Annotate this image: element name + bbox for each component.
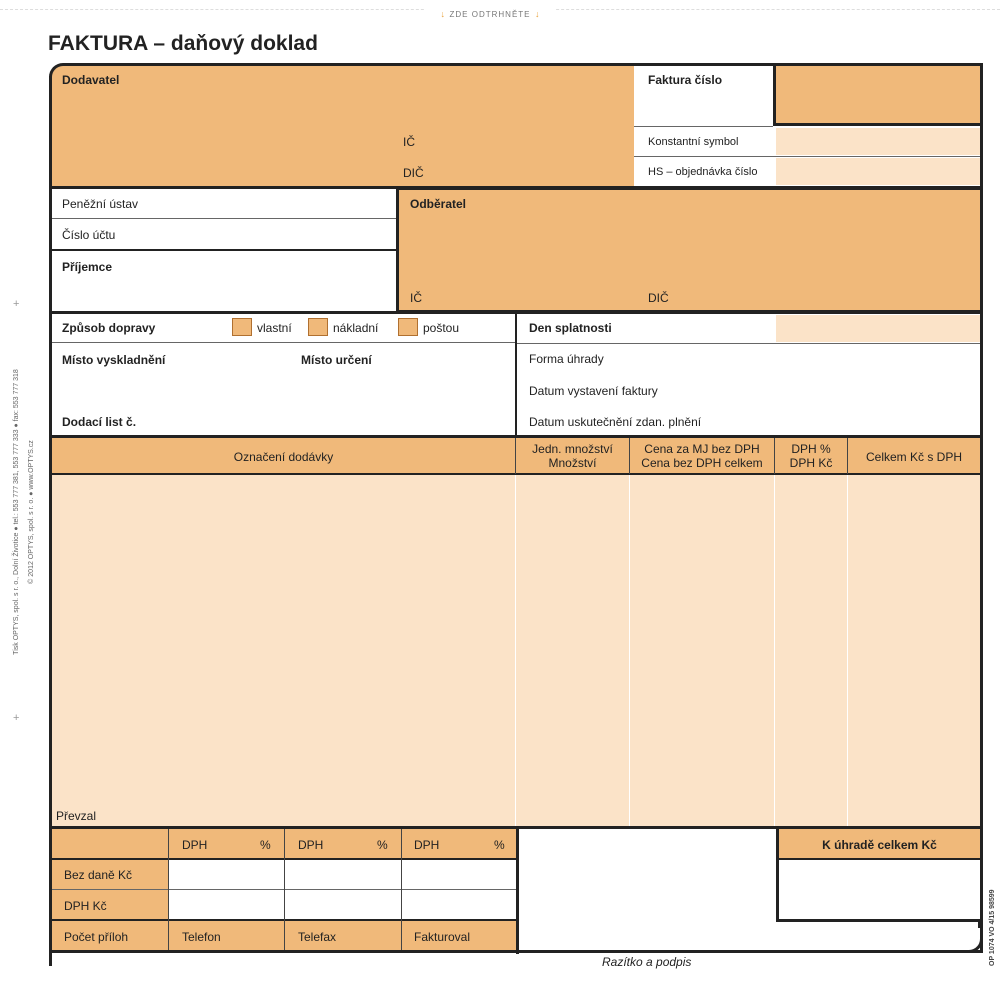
arrow-down-icon: ↓ bbox=[534, 9, 540, 19]
customer-section bbox=[396, 187, 983, 313]
base-label: Bez daně Kč bbox=[64, 868, 133, 882]
option-freight: nákladní bbox=[333, 321, 379, 335]
checkbox-freight[interactable] bbox=[308, 318, 328, 336]
col-quantity: Jedn. množství Množství bbox=[532, 442, 613, 470]
vat3-pct: % bbox=[494, 838, 505, 852]
vat2-pct: % bbox=[377, 838, 388, 852]
vat1-pct: % bbox=[260, 838, 271, 852]
due-date-field[interactable] bbox=[776, 315, 980, 342]
tax-date-label: Datum uskutečnění zdan. plnění bbox=[529, 415, 702, 429]
page-title: FAKTURA – daňový doklad bbox=[48, 32, 318, 55]
items-table-body[interactable] bbox=[52, 475, 980, 827]
supplier-section bbox=[49, 63, 634, 187]
phone-label: Telefon bbox=[182, 930, 221, 944]
destination-label: Místo určení bbox=[301, 353, 372, 367]
cut-label: ZDE ODTRHNĚTE bbox=[449, 10, 531, 19]
due-date-label: Den splatnosti bbox=[529, 321, 612, 335]
recipient-label: Příjemce bbox=[62, 260, 113, 274]
supplier-label: Dodavatel bbox=[62, 73, 120, 87]
checkbox-own[interactable] bbox=[232, 318, 252, 336]
delivery-note-label: Dodací list č. bbox=[62, 415, 137, 429]
invoiced-by-label: Fakturoval bbox=[414, 930, 471, 944]
col-total: Celkem Kč s DPH bbox=[865, 450, 963, 464]
form-code: OP 1074 VO 4/15 98599 bbox=[989, 889, 996, 966]
supplier-ic-label: IČ bbox=[403, 135, 415, 149]
account-label: Číslo účtu bbox=[62, 228, 116, 242]
payment-method-label: Forma úhrady bbox=[529, 352, 604, 366]
supplier-dic-label: DIČ bbox=[403, 166, 424, 180]
option-post: poštou bbox=[423, 321, 460, 335]
col-unit-price: Cena za MJ bez DPH Cena bez DPH celkem bbox=[641, 442, 763, 470]
invoice-number-field[interactable] bbox=[773, 63, 983, 126]
crop-mark: + bbox=[13, 298, 20, 310]
received-by-label: Převzal bbox=[56, 809, 97, 823]
option-own: vlastní bbox=[257, 321, 292, 335]
attachments-label: Počet příloh bbox=[64, 930, 129, 944]
vat2-label: DPH bbox=[298, 838, 324, 852]
customer-dic-label: DIČ bbox=[648, 291, 669, 305]
warehouse-label: Místo vyskladnění bbox=[62, 353, 166, 367]
issue-date-label: Datum vystavení faktury bbox=[529, 384, 658, 398]
total-due-field[interactable] bbox=[779, 860, 980, 919]
stamp-signature-label: Razítko a podpis bbox=[602, 955, 692, 969]
printer-info: Tisk OPTYS, spol. s r. o., Dolní Životice ● tel.: 553 777 381, 553 777 333 ● fax: 553 777 318 bbox=[13, 369, 20, 655]
checkbox-post[interactable] bbox=[398, 318, 418, 336]
transport-label: Způsob dopravy bbox=[62, 321, 156, 335]
arrow-down-icon: ↓ bbox=[440, 9, 446, 19]
customer-label: Odběratel bbox=[410, 197, 467, 211]
order-number-label: HS – objednávka číslo bbox=[648, 166, 758, 178]
bank-label: Peněžní ústav bbox=[62, 197, 139, 211]
crop-mark: + bbox=[13, 712, 20, 724]
vat-amount-label: DPH Kč bbox=[64, 899, 107, 913]
cut-line bbox=[0, 0, 1000, 20]
fax-label: Telefax bbox=[298, 930, 337, 944]
col-vat: DPH % DPH Kč bbox=[789, 442, 833, 470]
constant-symbol-label: Konstantní symbol bbox=[648, 136, 739, 148]
printer-copyright: © 2012 OPTYS, spol. s r. o. ● www.OPTYS.cz bbox=[28, 440, 35, 584]
order-number-field[interactable] bbox=[776, 158, 980, 185]
form-bottom-border bbox=[49, 950, 983, 953]
customer-ic-label: IČ bbox=[410, 291, 422, 305]
col-description: Označení dodávky bbox=[233, 450, 334, 464]
constant-symbol-field[interactable] bbox=[776, 128, 980, 155]
total-due-label: K úhradě celkem Kč bbox=[822, 838, 937, 852]
vat1-label: DPH bbox=[182, 838, 208, 852]
vat3-label: DPH bbox=[414, 838, 440, 852]
invoice-number-label: Faktura číslo bbox=[648, 73, 723, 87]
